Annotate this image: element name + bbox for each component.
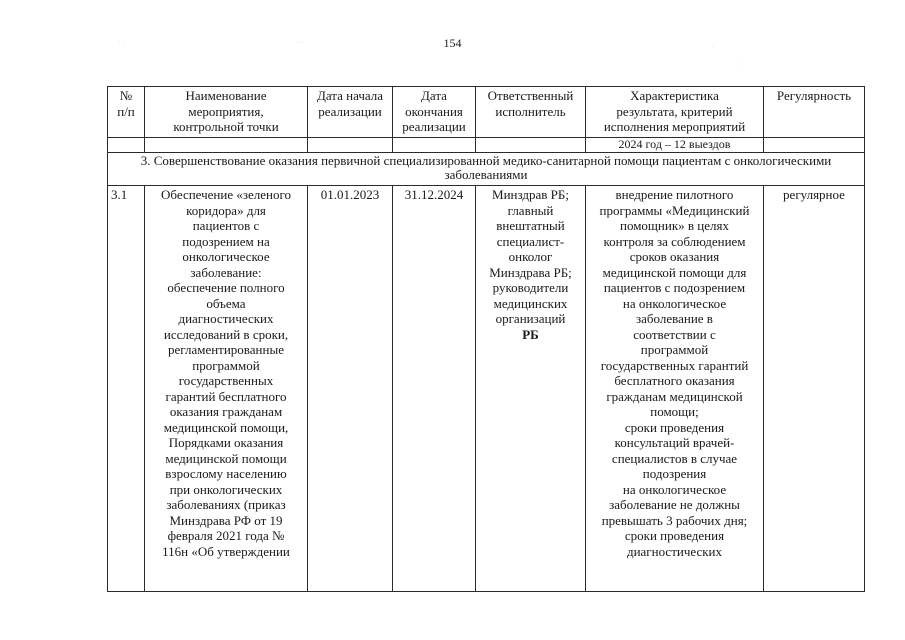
section-row — [108, 153, 865, 186]
scan-noise-mark: · — [742, 60, 745, 69]
activities-table — [107, 86, 865, 592]
table-header-row — [108, 87, 865, 138]
header-number: № п/п — [108, 87, 145, 138]
row-name: Обеспечение «зеленого коридора» для пациентов с подозрением на онкологическое заболевание: обеспечение полного объема диагностических исследований в сроки, регламентированные программой государственных гарантий бесплатного оказания гражданам медицинской помощи, Порядками оказания медицинской помощи взрослому населению при онкологических заболеваниях (приказ Минздрава РФ от 19 февраля 2021 года № 116н «Об утверждении — [145, 186, 308, 592]
section-title: 3. Совершенствование оказания первичной специализированной медико-санитарной помощи пациентам с онкологическими заболеваниями — [108, 153, 865, 186]
year-note-row — [108, 138, 865, 153]
header-responsible: Ответственный исполнитель — [476, 87, 586, 138]
row-number: 3.1 — [108, 186, 145, 592]
header-name: Наименование мероприятия, контрольной точки — [145, 87, 308, 138]
row-responsible — [476, 186, 586, 592]
header-start-date: Дата начала реализации — [308, 87, 393, 138]
row-start-date: 01.01.2023 — [308, 186, 393, 592]
row-result: внедрение пилотного программы «Медицинский помощник» в целях контроля за соблюдением сроков оказания медицинской помощи для пациентов с подозрением на онкологическое заболевание в соответствии с программой государственных гарантий бесплатного оказания гражданам медицинской помощи; сроки проведения консультаций врачей- специалистов в случае подозрения на онкологическое заболевание не должны превышать 3 рабочих дня; сроки проведения диагностических — [586, 186, 764, 592]
scan-noise-mark: · — [712, 42, 715, 51]
scan-noise-mark: · · — [118, 38, 126, 47]
scan-noise-mark: · · — [296, 38, 304, 47]
row-end-date: 31.12.2024 — [393, 186, 476, 592]
row-responsible-text: Минздрав РБ; главный внештатный специалист- онколог Минздрава РБ; руководители медицинских организаций — [489, 187, 572, 326]
header-end-date: Дата окончания реализации — [393, 87, 476, 138]
header-regularity: Регулярность — [764, 87, 865, 138]
header-result: Характеристика результата, критерий исполнения мероприятий — [586, 87, 764, 138]
row-responsible-tail: РБ — [522, 326, 539, 342]
row-regularity: регулярное — [764, 186, 865, 592]
page-number: 154 — [443, 36, 462, 50]
table-row — [108, 186, 865, 592]
year-note: 2024 год – 12 выездов — [586, 138, 764, 153]
